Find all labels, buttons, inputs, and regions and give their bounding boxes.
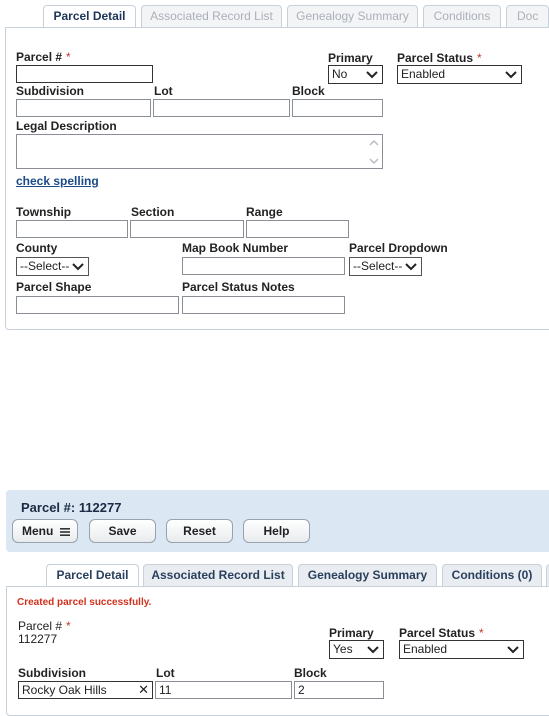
parcel-dropdown-select[interactable]: --Select-- xyxy=(349,257,422,276)
lot-input[interactable] xyxy=(153,99,290,117)
required-mark: * xyxy=(66,619,71,633)
legal-description-textarea[interactable] xyxy=(16,134,383,169)
parcel-number-label: Parcel # * xyxy=(18,619,71,633)
subdivision-input[interactable] xyxy=(16,99,151,117)
range-label: Range xyxy=(246,205,283,219)
tab-genealogy-summary[interactable]: Genealogy Summary xyxy=(298,564,437,586)
parcel-status-notes-input[interactable] xyxy=(182,296,345,314)
lot-label: Lot xyxy=(154,84,173,98)
record-title: Parcel #: 112277 xyxy=(21,500,122,515)
primary-label: Primary xyxy=(328,51,373,65)
tab-associated-record-list[interactable]: Associated Record List xyxy=(143,564,293,586)
legal-description-label: Legal Description xyxy=(16,119,117,133)
parcel-status-notes-label: Parcel Status Notes xyxy=(182,280,295,294)
scroll-arrows-icon[interactable] xyxy=(369,138,379,166)
hamburger-icon xyxy=(60,528,70,536)
reset-button[interactable]: Reset xyxy=(166,519,233,543)
tab-associated-record-list[interactable]: Associated Record List xyxy=(141,5,282,27)
tab-genealogy-summary[interactable]: Genealogy Summary xyxy=(287,5,418,27)
block-label: Block xyxy=(294,666,327,680)
primary-select[interactable]: No xyxy=(328,65,383,84)
map-book-number-label: Map Book Number xyxy=(182,241,289,255)
tab-parcel-detail[interactable]: Parcel Detail xyxy=(43,5,136,28)
block-input[interactable]: 2 xyxy=(294,681,384,699)
parcel-status-select[interactable]: Enabled xyxy=(399,640,524,659)
map-book-number-input[interactable] xyxy=(182,257,345,275)
tab-conditions[interactable]: Conditions (0) xyxy=(442,564,542,586)
required-mark: * xyxy=(66,50,71,64)
success-message: Created parcel successfully. xyxy=(17,597,152,608)
required-mark: * xyxy=(479,626,484,640)
parcel-status-label: Parcel Status * xyxy=(399,626,484,640)
clear-icon[interactable]: ✕ xyxy=(138,682,149,697)
section-label: Section xyxy=(131,205,175,219)
subdivision-label: Subdivision xyxy=(16,84,85,98)
township-label: Township xyxy=(16,205,72,219)
chevron-down-icon xyxy=(366,70,378,79)
primary-select[interactable]: Yes xyxy=(329,640,384,659)
parcel-status-label: Parcel Status * xyxy=(397,51,482,65)
menu-button[interactable]: Menu xyxy=(12,519,78,543)
parcel-shape-label: Parcel Shape xyxy=(16,280,92,294)
record-header xyxy=(6,490,549,552)
chevron-down-icon xyxy=(72,262,84,271)
parcel-status-select[interactable]: Enabled xyxy=(397,65,522,84)
tab-parcel-detail[interactable]: Parcel Detail xyxy=(46,564,139,587)
chevron-down-icon xyxy=(405,262,417,271)
parcel-shape-input[interactable] xyxy=(16,296,179,314)
primary-label: Primary xyxy=(329,626,374,640)
block-input[interactable] xyxy=(292,99,383,117)
parcel-number-value: 112277 xyxy=(18,632,58,646)
county-label: County xyxy=(16,241,58,255)
help-button[interactable]: Help xyxy=(243,519,310,543)
parcel-number-label: Parcel # * xyxy=(16,50,71,64)
lot-input[interactable]: 11 xyxy=(155,681,292,699)
parcel-number-input[interactable] xyxy=(16,65,153,83)
section-input[interactable] xyxy=(130,220,244,238)
save-button[interactable]: Save xyxy=(89,519,156,543)
chevron-down-icon xyxy=(507,645,519,654)
parcel-dropdown-label: Parcel Dropdown xyxy=(349,241,448,255)
tab-documents[interactable]: Doc xyxy=(506,5,549,27)
range-input[interactable] xyxy=(246,220,349,238)
subdivision-input[interactable]: Rocky Oak Hills ✕ xyxy=(18,681,153,699)
subdivision-label: Subdivision xyxy=(18,666,87,680)
chevron-down-icon xyxy=(367,645,379,654)
required-mark: * xyxy=(477,51,482,65)
check-spelling-link[interactable]: check spelling xyxy=(16,174,99,188)
block-label: Block xyxy=(292,84,325,98)
township-input[interactable] xyxy=(16,220,128,238)
county-select[interactable]: --Select-- xyxy=(16,257,89,276)
lot-label: Lot xyxy=(156,666,175,680)
tab-conditions[interactable]: Conditions xyxy=(423,5,501,27)
chevron-down-icon xyxy=(505,70,517,79)
